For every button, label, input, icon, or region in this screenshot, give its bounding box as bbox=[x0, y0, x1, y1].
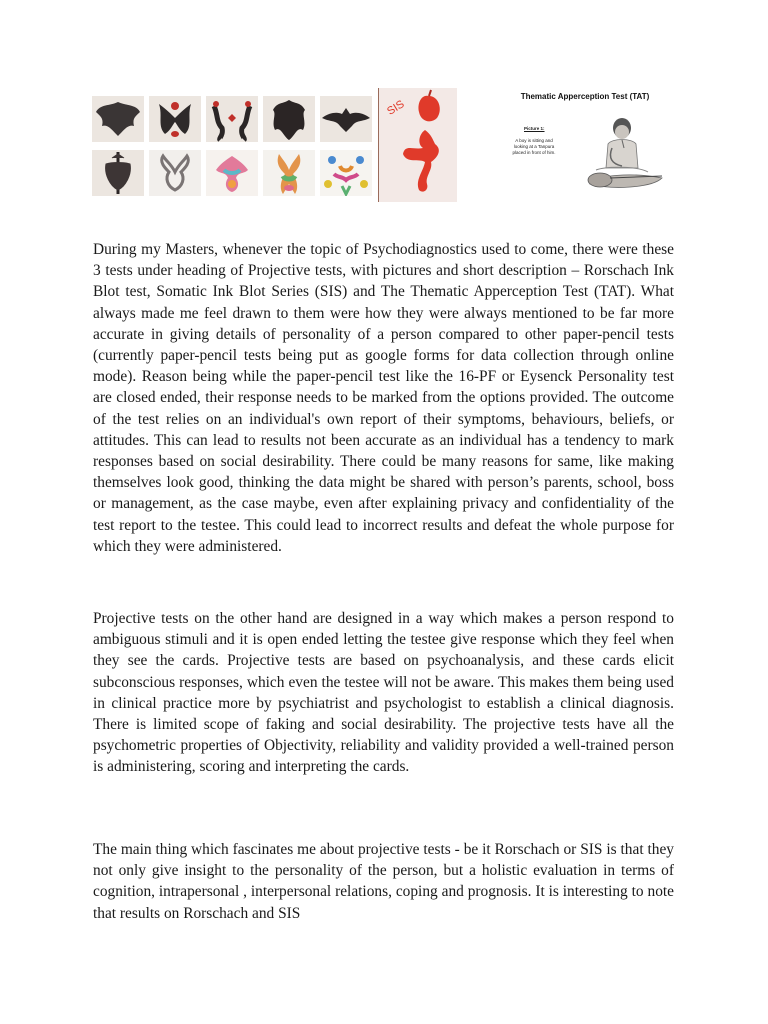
rorschach-card-7 bbox=[149, 150, 201, 196]
rorschach-card-1 bbox=[92, 96, 144, 142]
paragraph-1 bbox=[93, 239, 674, 557]
sis-label: SIS bbox=[385, 98, 407, 118]
projective-tests-figure bbox=[92, 86, 692, 206]
tat-title: Thematic Apperception Test (TAT) bbox=[520, 92, 650, 101]
sis-card-image bbox=[378, 88, 457, 202]
tat-panel bbox=[500, 88, 700, 198]
tat-picture-label: Picture 1: bbox=[524, 126, 545, 131]
rorschach-card-4 bbox=[263, 96, 315, 142]
paragraph-2-text: Projective tests on the other hand are designed in a way which makes a person respond to ambiguous stimuli and it is open ended letting the testee give response which they feel when they see the cards. Projective tests are based on psychoanalysis, and these cards elicit subconscious responses, which even the testee will not be aware. This makes them being used in clinical practice more by psychiatrist and psychologist to establish a clinical diagnosis. There is limited scope of faking and social desirability. The projective tests have all the psychometric properties of Objectivity, reliability and validity provided a well-trained person is administering, scoring and interpreting the cards. bbox=[93, 610, 674, 776]
paragraph-3 bbox=[93, 839, 674, 924]
tat-picture-description: A boy is sitting and looking at a Tanpura placed in front of him. bbox=[512, 138, 556, 155]
tat-boy-drawing bbox=[582, 114, 670, 194]
rorschach-card-2 bbox=[149, 96, 201, 142]
rorschach-card-9 bbox=[263, 150, 315, 196]
rorschach-card-6 bbox=[92, 150, 144, 196]
rorschach-card-10 bbox=[320, 150, 372, 196]
rorschach-card-8 bbox=[206, 150, 258, 196]
rorschach-card-3 bbox=[206, 96, 258, 142]
paragraph-1-text: During my Masters, whenever the topic of Psychodiagnostics used to come, there were these 3 tests under heading of Projective tests, with pictures and short description – Rorschach Ink Blot test, Somatic Ink Blot Series (SIS) and The Thematic Apperception Test (TAT). What always made me feel drawn to them were how they were always mentioned to be far more accurate in giving details of personality of a person compared to other paper-pencil tests (currently paper-pencil tests being put as google forms for data collection through online mode). Reason being while the paper-pencil test like the 16-PF or Eysenck Personality test are closed ended, their response needs to be marked from the options provided. The outcome of the test relies on an individual's own report of their symptoms, behaviours, beliefs, or attitudes. This can lead to results not been accurate as an individual has a tendency to mark responses based on social desirability. There could be many reasons for same, like making themselves look good, thinking the data might be shared with person’s parents, school, boss or management, as the case maybe, even after explaining privacy and confidentiality of the test report to the testee. This could lead to incorrect results and defeat the whole purpose for which they were administered. bbox=[93, 241, 674, 555]
rorschach-card-5 bbox=[320, 96, 372, 142]
paragraph-3-text: The main thing which fascinates me about projective tests - be it Rorschach or SIS is that they not only give insight to the personality of the person, but a holistic evaluation in terms of cognition, intrapersonal , interpersonal relations, coping and prognosis. It is interesting to note that results on Rorschach and SIS bbox=[93, 841, 674, 922]
paragraph-2 bbox=[93, 608, 674, 778]
